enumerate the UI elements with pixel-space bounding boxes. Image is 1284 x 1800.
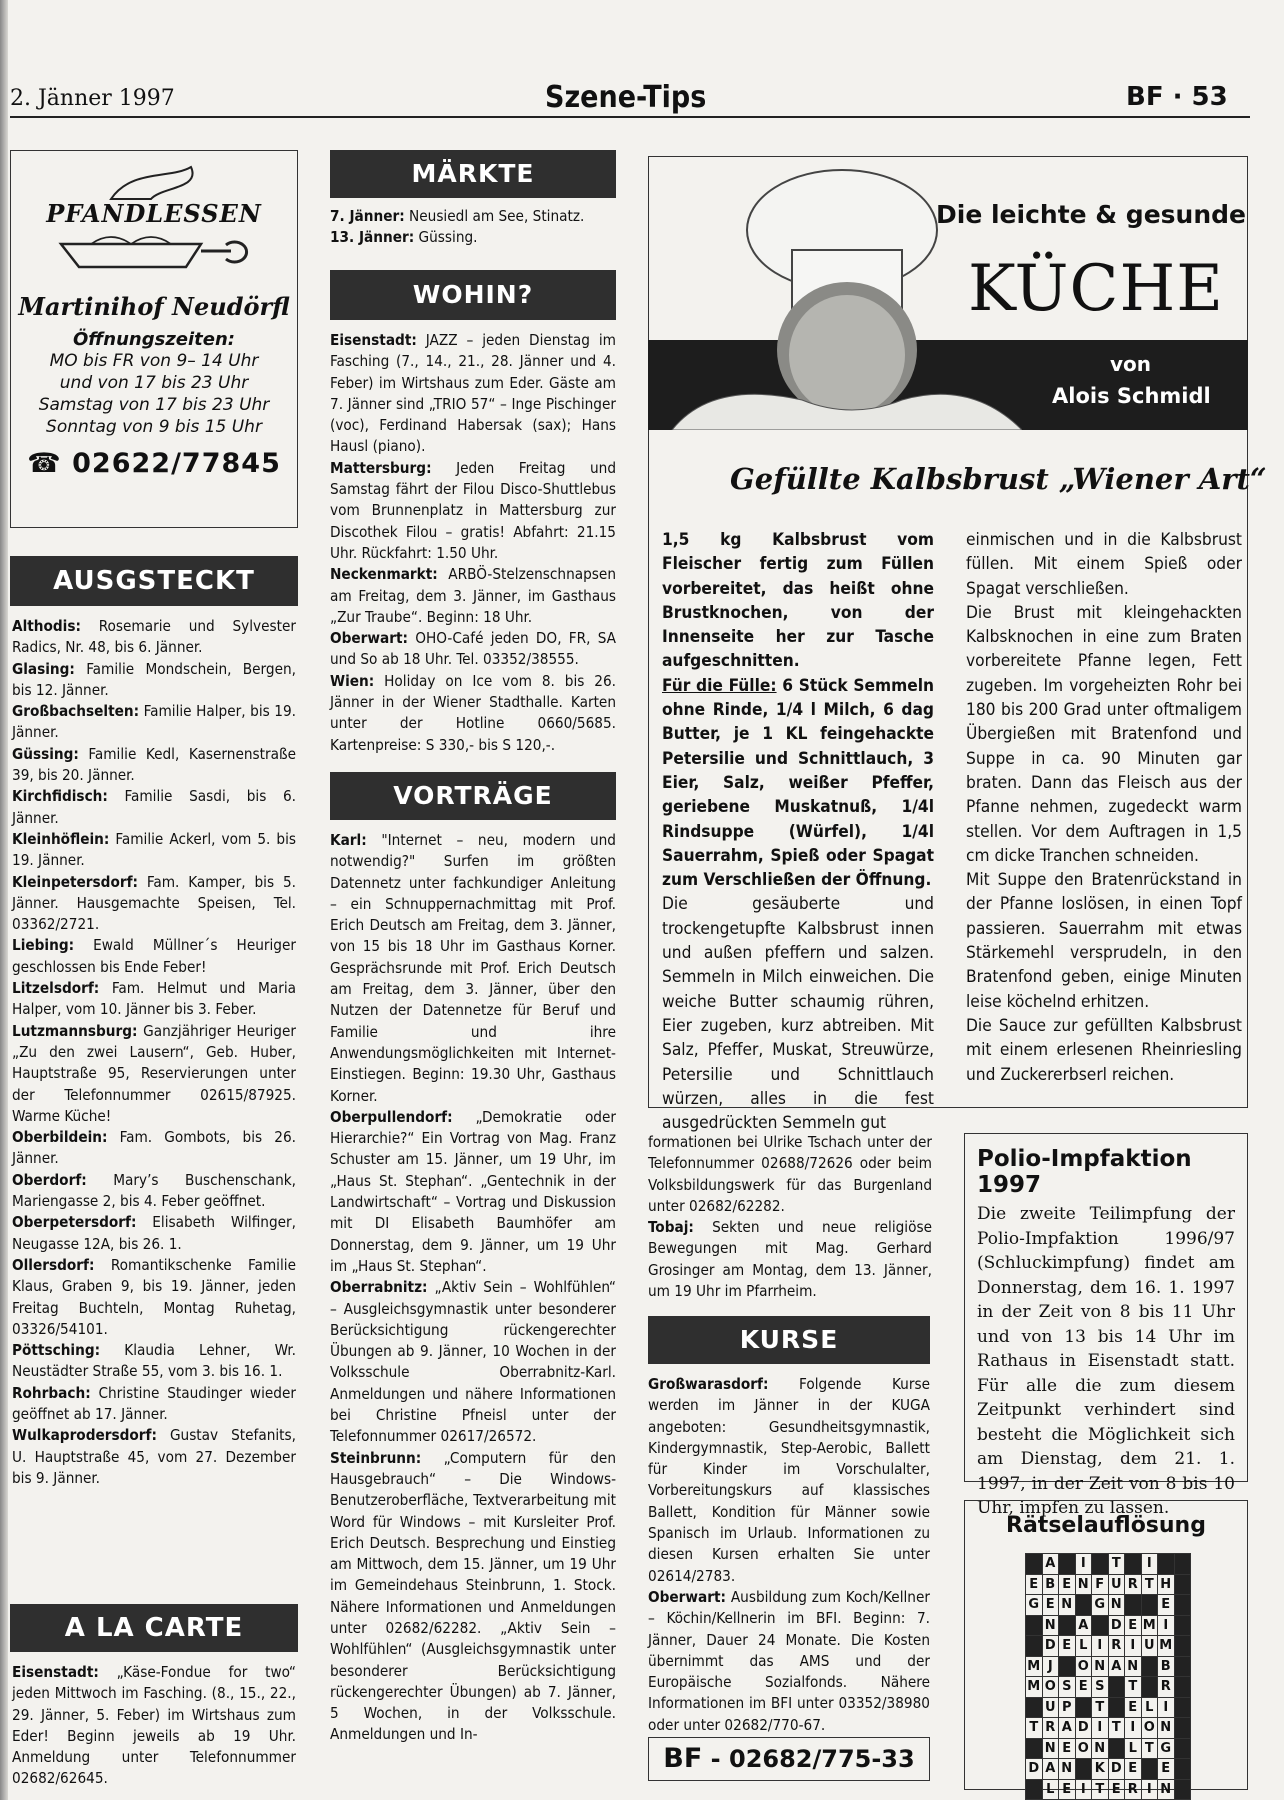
raetsel-cell: I <box>1092 1636 1109 1657</box>
raetsel-cell <box>1059 1554 1076 1575</box>
raetsel-cell: E <box>1042 1595 1059 1616</box>
section-title: Szene-Tips <box>545 80 707 115</box>
raetsel-cell: N <box>1042 1615 1059 1636</box>
raetsel-cell: E <box>1059 1779 1076 1800</box>
raetsel-cell <box>1108 1738 1125 1759</box>
raetsel-cell: I <box>1075 1779 1092 1800</box>
raetsel-cell: N <box>1092 1738 1109 1759</box>
raetsel-cell <box>1059 1615 1076 1636</box>
raetsel-cell: M <box>1141 1615 1158 1636</box>
raetsel-cell: O <box>1075 1656 1092 1677</box>
raetsel-cell <box>1174 1574 1191 1595</box>
polio-title: Polio-Impfaktion 1997 <box>977 1146 1192 1198</box>
kurse-list <box>648 1374 930 1736</box>
raetsel-row <box>1026 1779 1191 1800</box>
heading-wohin: WOHIN? <box>330 270 616 320</box>
raetsel-cell: A <box>1108 1656 1125 1677</box>
raetsel-cell <box>1158 1554 1175 1575</box>
raetsel-cell: R <box>1108 1636 1125 1657</box>
raetsel-cell: E <box>1059 1738 1076 1759</box>
listing-entry: Rohrbach: Christine Staudinger wieder geöffnet ab 17. Jänner. <box>12 1383 296 1423</box>
raetsel-row <box>1026 1738 1191 1759</box>
raetsel-cell: U <box>1108 1574 1125 1595</box>
polio-text: Die zweite Teilimpfung der Polio-Impfaktion 1996/97 (Schluckimpfung) findet am Donnerstag, dem 16. 1. 1997 in der Zeit von 8 bis 11 Uhr und von 13 bis 14 Uhr im Rathaus in Eisenstadt statt. Für alle die zum diesem Zeitpunkt verhindert sind besteht die Möglichkeit sich am Dienstag, dem 21. 1. 1997, in der Zeit von 8 bis 10 Uhr, impfen zu lassen. <box>977 1204 1235 1518</box>
raetsel-cell: K <box>1092 1759 1109 1780</box>
header-rule <box>10 116 1250 118</box>
raetsel-row <box>1026 1636 1191 1657</box>
raetsel-cell <box>1125 1595 1142 1616</box>
raetsel-row <box>1026 1697 1191 1718</box>
pfandlessen-ad <box>10 150 298 528</box>
raetsel-cell: L <box>1141 1697 1158 1718</box>
raetsel-cell: A <box>1075 1615 1092 1636</box>
raetsel-cell: G <box>1026 1595 1043 1616</box>
listing-entry: Lutzmannsburg: Ganzjähriger Heuriger „Zu den zwei Lausern“, Geb. Huber, Hauptstraße 95, Reservierungen unter der Telefonnummer 02615/87925. Warme Küche! <box>12 1021 296 1125</box>
raetsel-cell <box>1075 1759 1092 1780</box>
a-la-carte-list <box>12 1662 296 1790</box>
raetsel-row <box>1026 1656 1191 1677</box>
raetsel-cell: A <box>1059 1718 1076 1739</box>
raetsel-cell: O <box>1042 1677 1059 1698</box>
heading-a-la-carte: A LA CARTE <box>10 1604 298 1652</box>
raetsel-cell: I <box>1158 1615 1175 1636</box>
listing-entry: Althodis: Rosemarie und Sylvester Radics, Nr. 48, bis 6. Jänner. <box>12 617 296 657</box>
listing-entry: Güssing: Familie Kedl, Kasernenstraße 39, bis 20. Jänner. <box>12 744 296 785</box>
column3-continued: formationen bei Ulrike Tschach unter der Telefonnummer 02688/72626 oder beim Volksbildungswerk für das Burgenland unter 02682/62282. Tobaj: Sekten und neue religiöse Bewegungen mit Mag. Gerhard Grosinger am Montag, dem 13. Jänner, um 19 Uhr im Pfarrheim. <box>648 1133 932 1301</box>
raetsel-cell: N <box>1092 1656 1109 1677</box>
raetsel-cell <box>1075 1697 1092 1718</box>
raetsel-cell: N <box>1108 1595 1125 1616</box>
raetsel-grid <box>1025 1553 1191 1800</box>
listing-entry: Oberpullendorf: „Demokratie oder Hierarchie?“ Ein Vortrag von Mag. Franz Schuster am 15. Jänner, um 19 Uhr, im „Haus St. Stephan“. „Gentechnik in der Landwirtschaft“ – Vortrag und Diskussion mit DI Elisabeth Baumhöfer am Donnerstag, dem 9. Jänner, um 19 Uhr im „Haus St. Stephan“. <box>330 1107 616 1275</box>
raetsel-cell: D <box>1042 1636 1059 1657</box>
raetsel-cell <box>1141 1656 1158 1677</box>
page-binding-edge <box>0 0 8 1800</box>
listing-entry: Oberpetersdorf: Elisabeth Wilfinger, Neugasse 12A, bis 26. 1. <box>12 1213 296 1253</box>
raetsel-cell: F <box>1092 1574 1109 1595</box>
raetsel-cell: U <box>1042 1697 1059 1718</box>
raetsel-cell <box>1108 1677 1125 1698</box>
raetsel-cell: E <box>1125 1615 1142 1636</box>
raetsel-cell: R <box>1042 1718 1059 1739</box>
raetsel-cell: L <box>1125 1738 1142 1759</box>
listing-entry: Eisenstadt: „Käse-Fondue for two“ jeden Mittwoch im Fasching. (8., 15., 22., 29. Jänner, 5. Feber) im Wirtshaus zum Eder! Beginn jeweils ab 19 Uhr. Anmeldung unter Telefonnummer 02682/62645. <box>12 1663 296 1788</box>
raetsel-cell: P <box>1059 1697 1076 1718</box>
raetsel-cell <box>1174 1615 1191 1636</box>
raetsel-cell <box>1075 1595 1092 1616</box>
raetsel-cell <box>1174 1759 1191 1780</box>
listing-entry: Oberwart: OHO-Café jeden DO, FR, SA und So ab 18 Uhr. Tel. 03352/38555. <box>330 629 616 669</box>
listing-entry: Kirchfidisch: Familie Sasdi, bis 6. Jänner. <box>12 787 296 827</box>
raetsel-cell: T <box>1125 1677 1142 1698</box>
raetsel-cell <box>1092 1615 1109 1636</box>
recipe-column-1: 1,5 kg Kalbsbrust vom Fleischer fertig zum Füllen vorbereitet, das heißt ohne Brustknochen, von der Innenseite her zur Tasche aufgeschnitten. Für die Fülle: 6 Stück Semmeln ohne Rinde, 1/4 l Milch, 6 dag Butter, je 1 KL feingehackte Petersilie und Schnittlauch, 3 Eier, Salz, weißer Pfeffer, geriebene Muskatnuß, 1/4l Rindsuppe (Würfel), 1/4l Sauerrahm, Spieß oder Spagat zum Verschließen der Öffnung. Die gesäuberte und trockengetupfte Kalbsbrust innen und außen pfeffern und salzen. Semmeln in Milch einweichen. Die weiche Butter schaumig rühren, Eier zugeben, kurz abtreiben. Mit Salz, Pfeffer, Muskat, Streuwürze, Petersilie und Schnittlauch würzen, alles in die fest ausgedrückten Semmeln gut <box>662 530 935 1134</box>
raetsel-cell: T <box>1108 1554 1125 1575</box>
raetsel-cell: E <box>1108 1779 1125 1800</box>
listing-entry: Oberbildein: Fam. Gombots, bis 26. Jänner. <box>12 1128 296 1168</box>
raetsel-cell <box>1174 1738 1191 1759</box>
raetsel-cell: S <box>1092 1677 1109 1698</box>
raetsel-cell: T <box>1141 1574 1158 1595</box>
raetsel-cell: M <box>1026 1656 1043 1677</box>
raetsel-row <box>1026 1554 1191 1575</box>
listing-entry: Wien: Holiday on Ice vom 8. bis 26. Jänner in der Wiener Stadthalle. Karten unter der Hotline 0660/5685. Kartenpreise: S 330,- bis S 120,-. <box>330 671 616 754</box>
raetsel-cell: I <box>1092 1718 1109 1739</box>
kueche-von: von <box>1110 352 1152 376</box>
raetsel-cell <box>1026 1697 1043 1718</box>
raetsel-cell <box>1174 1554 1191 1575</box>
raetsel-cell <box>1174 1595 1191 1616</box>
raetsel-row <box>1026 1574 1191 1595</box>
raetsel-cell: E <box>1059 1574 1076 1595</box>
raetsel-cell <box>1026 1738 1043 1759</box>
raetsel-cell: N <box>1059 1595 1076 1616</box>
raetsel-cell: M <box>1026 1677 1043 1698</box>
raetsel-cell: E <box>1125 1759 1142 1780</box>
polio-box <box>964 1133 1248 1518</box>
raetsel-cell: I <box>1125 1636 1142 1657</box>
raetsel-cell: U <box>1141 1636 1158 1657</box>
maerkte-list <box>330 206 616 249</box>
raetsel-cell <box>1026 1636 1043 1657</box>
vortraege-list <box>330 830 616 1746</box>
listing-entry: Großwarasdorf: Folgende Kurse werden im Jänner in der KUGA angeboten: Gesundheitsgymnastik, Kindergymnastik, Step-Aerobic, Ballett für Kinder im Vorschulalter, Vorbereitungskurs auf klassisches Ballett, Kondition für Männer sowie Spanisch im Urlaub. Informationen zu diesen Kursen erhalten Sie unter 02614/2783. <box>648 1375 930 1585</box>
raetsel-cell: E <box>1026 1574 1043 1595</box>
raetsel-cell: I <box>1158 1697 1175 1718</box>
raetsel-cell: L <box>1075 1636 1092 1657</box>
raetsel-cell: B <box>1158 1656 1175 1677</box>
listing-entry: Eisenstadt: JAZZ – jeden Dienstag im Fasching (7., 14., 21., 28. Jänner und 4. Feber) im Wirtshaus zum Eder. Gäste am 7. Jänner sind „TRIO 57“ – Inge Pischinger (voc), Ferdinand Habersak (sax); Hans Hausl (piano). <box>330 331 616 456</box>
heading-vortraege: VORTRÄGE <box>330 772 616 820</box>
ad-hours-line: Samstag von 17 bis 23 Uhr <box>38 395 270 415</box>
raetsel-row <box>1026 1677 1191 1698</box>
raetsel-cell: N <box>1158 1779 1175 1800</box>
wohin-list <box>330 330 616 756</box>
raetsel-cell: D <box>1026 1759 1043 1780</box>
raetsel-cell <box>1141 1759 1158 1780</box>
listing-entry: Oberwart: Ausbildung zum Koch/Kellner – Köchin/Kellnerin im BFI. Beginn: 7. Jänner, Dauer 24 Monate. Die Kosten übernimmt das AMS und der Europäische Sozialfonds. Nähere Informationen im BFI unter 03352/38980 oder unter 02682/770-67. <box>648 1587 930 1734</box>
bf-phone-box: BF - 02682/775-33 <box>648 1737 930 1781</box>
raetsel-cell: S <box>1059 1677 1076 1698</box>
raetsel-cell: T <box>1108 1718 1125 1739</box>
raetsel-cell: M <box>1158 1636 1175 1657</box>
raetsel-cell <box>1141 1677 1158 1698</box>
raetsel-cell: T <box>1092 1779 1109 1800</box>
raetsel-cell: R <box>1125 1574 1142 1595</box>
raetsel-cell: N <box>1059 1759 1076 1780</box>
raetsel-cell <box>1026 1779 1043 1800</box>
ad-hours-line: MO bis FR von 9– 14 Uhr <box>49 351 259 371</box>
listing-entry: Pöttsching: Klaudia Lehner, Wr. Neustädter Straße 55, vom 3. bis 16. 1. <box>12 1341 296 1381</box>
ad-hours-line: Sonntag von 9 bis 15 Uhr <box>46 417 262 437</box>
phone-icon: ☎ <box>27 448 73 479</box>
raetsel-cell: G <box>1158 1738 1175 1759</box>
raetsel-cell: I <box>1125 1718 1142 1739</box>
raetsel-cell: L <box>1042 1779 1059 1800</box>
ad-title: PFANDLESSEN <box>46 199 262 228</box>
raetsel-cell <box>1174 1697 1191 1718</box>
raetsel-row <box>1026 1718 1191 1739</box>
raetsel-cell <box>1026 1615 1043 1636</box>
raetsel-cell: E <box>1125 1697 1142 1718</box>
raetsel-cell: A <box>1042 1759 1059 1780</box>
raetsel-cell: G <box>1092 1595 1109 1616</box>
issue-date: 2. Jänner 1997 <box>10 86 175 111</box>
raetsel-cell: E <box>1158 1595 1175 1616</box>
raetsel-cell <box>1092 1554 1109 1575</box>
listing-entry: Ollersdorf: Romantikschenke Familie Klaus, Graben 9, bis 19. Jänner, jeden Freitag Buchteln, Montag Ruhetag, 03326/54101. <box>12 1255 296 1338</box>
raetsel-cell: R <box>1125 1779 1142 1800</box>
raetsel-cell <box>1174 1677 1191 1698</box>
raetsel-cell <box>1026 1554 1043 1575</box>
raetsel-cell: E <box>1075 1677 1092 1698</box>
raetsel-cell: R <box>1158 1677 1175 1698</box>
raetsel-cell: T <box>1141 1738 1158 1759</box>
listing-entry: Oberdorf: Mary’s Buschenschank, Mariengasse 2, bis 4. Feber geöffnet. <box>12 1170 296 1211</box>
listing-entry: Kleinpetersdorf: Fam. Kamper, bis 5. Jänner. Hausgemachte Speisen, Tel. 03362/2721. <box>12 872 296 934</box>
kueche-subtitle: Die leichte & gesunde <box>936 200 1246 229</box>
raetsel-cell <box>1174 1718 1191 1739</box>
kueche-title: KÜCHE <box>968 252 1224 326</box>
raetsel-cell: N <box>1075 1574 1092 1595</box>
raetsel-cell: E <box>1059 1636 1076 1657</box>
listing-entry: Steinbrunn: „Computern für den Hausgebrauch“ – Die Windows-Benutzeroberfläche, Textverarbeitung mit Word für Windows – mit Kursleiter Prof. Erich Deutsch. Besprechung und Einstieg am Mittwoch, dem 15. Jänner, um 19 Uhr im Gemeindehaus Steinbrunn, 1. Stock. Nähere Informationen und Anmeldungen unter 02682/62282. „Aktiv Sein – Wohlfühlen“ (Ausgleichsgymnastik unter besonderer Berücksichtigung rückengerechter Übungen) ab 7. Jänner, 5 Wochen, in der Volksschule. Anmeldungen und In- <box>330 1448 616 1744</box>
raetsel-cell: I <box>1141 1779 1158 1800</box>
recipe-title: Gefüllte Kalbsbrust „Wiener Art“ <box>730 462 1267 496</box>
raetsel-cell: E <box>1158 1759 1175 1780</box>
ad-hours-label: Öffnungszeiten: <box>72 329 235 350</box>
ad-name: Martinihof Neudörfl <box>18 292 290 321</box>
raetsel-cell <box>1125 1554 1142 1575</box>
listing-entry: 13. Jänner: Güssing. <box>330 228 478 247</box>
raetsel-row <box>1026 1759 1191 1780</box>
raetsel-cell <box>1174 1636 1191 1657</box>
listing-entry: Kleinhöflein: Familie Ackerl, vom 5. bis 19. Jänner. <box>12 829 296 870</box>
raetsel-cell <box>1141 1595 1158 1616</box>
raetsel-cell: A <box>1042 1554 1059 1575</box>
ad-phone: ☎ 02622/77845 <box>27 448 281 479</box>
kueche-author: Alois Schmidl <box>1052 384 1211 408</box>
raetsel-cell: N <box>1158 1718 1175 1739</box>
raetsel-cell: I <box>1141 1554 1158 1575</box>
raetsel-cell: D <box>1108 1759 1125 1780</box>
listing-entry: Oberrabnitz: „Aktiv Sein – Wohlfühlen“ – Ausgleichsgymnastik unter besonderer Berücksichtigung rückengerechter Übungen ab 9. Jänner, 10 Wochen in der Volksschule Oberrabnitz-Karl. Anmeldungen und nähere Informationen bei Christine Pfneisl unter der Telefonnummer 02617/26572. <box>330 1278 616 1446</box>
raetsel-cell: J <box>1042 1656 1059 1677</box>
listing-entry: Litzelsdorf: Fam. Helmut und Maria Halper, vom 10. Jänner bis 3. Feber. <box>12 979 296 1019</box>
raetsel-cell: N <box>1042 1738 1059 1759</box>
listing-entry: Liebing: Ewald Müllner´s Heuriger geschlossen bis Ende Feber! <box>12 936 296 976</box>
listing-entry: Glasing: Familie Mondschein, Bergen, bis 12. Jänner. <box>12 659 296 699</box>
raetsel-cell <box>1174 1779 1191 1800</box>
heading-ausgsteckt: AUSGSTECKT <box>10 556 298 606</box>
page-number: BF · 53 <box>1126 82 1228 112</box>
raetsel-cell: D <box>1108 1615 1125 1636</box>
ausgsteckt-list <box>12 616 296 1489</box>
listing-entry: Mattersburg: Jeden Freitag und Samstag fährt der Filou Disco-Shuttlebus vom Brunnenplatz in Mattersburg zur Discothek Filou – gratis! Abfahrt: 21.15 Uhr. Rückfahrt: 1.50 Uhr. <box>330 458 616 562</box>
recipe-column-2: einmischen und in die Kalbsbrust füllen. Mit einem Spieß oder Spagat verschließen. Die Brust mit kleingehackten Kalbsknochen in eine zum Braten vorbereitete Pfanne legen, Fett zugeben. Im vorgeheizten Rohr bei 180 bis 200 Grad unter oftmaligem Übergießen mit Bratenfond und Suppe in ca. 90 Minuten gar braten. Dann das Fleisch aus der Pfanne nehmen, zugedeckt warm stellen. Vor dem Auftragen in 1,5 cm dicke Tranchen schneiden. Mit Suppe den Bratenrückstand in der Pfanne loslösen, in einen Topf passieren. Sauerrahm mit etwas Stärkemehl versprudeln, in den Bratenfond geben, einige Minuten leise köchelnd erhitzen. Die Sauce zur gefüllten Kalbsbrust mit einem erlesenen Rheinriesling und Zuckererbserl reichen. <box>966 530 1242 1085</box>
raetsel-title: Rätselauflösung <box>1006 1513 1206 1538</box>
raetsel-cell: O <box>1075 1738 1092 1759</box>
listing-entry: 7. Jänner: Neusiedl am See, Stinatz. <box>330 207 585 225</box>
raetsel-cell <box>1059 1656 1076 1677</box>
listing-entry: Karl: "Internet – neu, modern und notwendig?" Surfen im größten Datennetz unter fachkundiger Anleitung – ein Schnuppernachmittag mit Prof. Erich Deutsch am Freitag, dem 3. Jänner, von 15 bis 18 Uhr im Gasthaus Korner. Gesprächsrunde mit Prof. Erich Deutsch am Freitag, dem 3. Jänner, über den Nutzen der Datennetze für Beruf und Familie und ihre Anwendungsmöglichkeiten mit Internet-Einstiegen. Beginn: 19.30 Uhr, Gasthaus Korner. <box>330 831 616 1105</box>
pan-illustration-icon <box>41 159 271 279</box>
raetsel-cell: D <box>1075 1718 1092 1739</box>
raetsel-row <box>1026 1595 1191 1616</box>
ad-hours-line: und von 17 bis 23 Uhr <box>59 373 249 393</box>
raetsel-box <box>964 1500 1248 1797</box>
raetsel-cell <box>1108 1697 1125 1718</box>
raetsel-cell: N <box>1125 1656 1142 1677</box>
listing-entry: Neckenmarkt: ARBÖ-Stelzenschnapsen am Freitag, dem 3. Jänner, im Gasthaus „Zur Traube“. Beginn: 18 Uhr. <box>330 565 616 626</box>
heading-kurse: KURSE <box>648 1316 930 1364</box>
listing-entry: Wulkaprodersdorf: Gustav Stefanits, U. Hauptstraße 45, vom 27. Dezember bis 9. Jänner. <box>12 1426 296 1487</box>
raetsel-cell: T <box>1092 1697 1109 1718</box>
raetsel-cell: T <box>1026 1718 1043 1739</box>
raetsel-cell: B <box>1042 1574 1059 1595</box>
heading-maerkte: MÄRKTE <box>330 150 616 198</box>
raetsel-cell <box>1174 1656 1191 1677</box>
raetsel-cell: I <box>1075 1554 1092 1575</box>
listing-entry: Großbachselten: Familie Halper, bis 19. Jänner. <box>12 702 296 742</box>
raetsel-cell: O <box>1141 1718 1158 1739</box>
raetsel-row <box>1026 1615 1191 1636</box>
raetsel-cell: H <box>1158 1574 1175 1595</box>
